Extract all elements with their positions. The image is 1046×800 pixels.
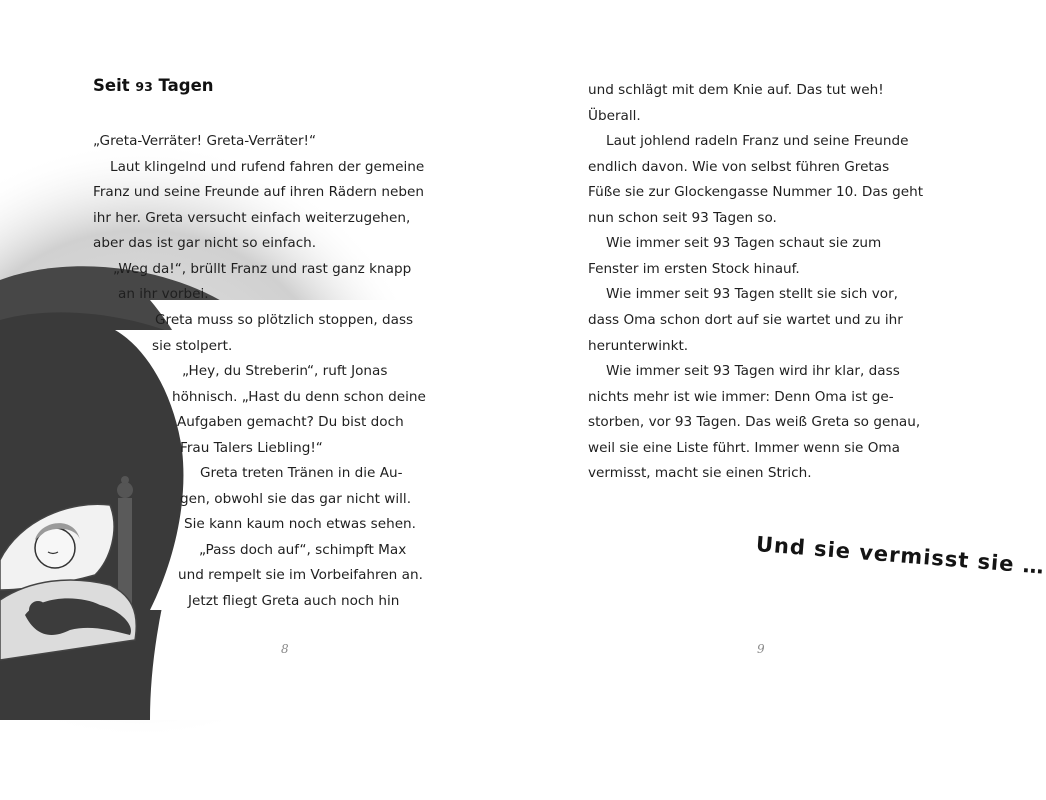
- text-line: Sie kann kaum noch etwas sehen.: [184, 516, 416, 532]
- text-line: sie stolpert.: [152, 338, 233, 354]
- chapter-heading-number: 93: [135, 79, 153, 94]
- text-line: dass Oma schon dort auf sie wartet und zu ihr: [588, 312, 903, 328]
- text-line: Überall.: [588, 108, 641, 124]
- text-line: Füße sie zur Glockengasse Nummer 10. Das geht: [588, 184, 924, 200]
- text-line: gen, obwohl sie das gar nicht will.: [180, 491, 412, 507]
- text-line: Jetzt fliegt Greta auch noch hin: [188, 593, 400, 609]
- text-line: Wie immer seit 93 Tagen stellt sie sich vor,: [606, 286, 899, 302]
- chapter-heading-tail: Tagen: [158, 76, 214, 95]
- text-line: „Greta-Verräter! Greta-Verräter!“: [93, 133, 317, 149]
- text-line: Wie immer seit 93 Tagen wird ihr klar, dass: [606, 363, 900, 379]
- text-line: an ihr vorbei.: [118, 286, 209, 302]
- text-line: Wie immer seit 93 Tagen schaut sie zum: [606, 235, 882, 251]
- text-line: Greta muss so plötzlich stoppen, dass: [155, 312, 414, 328]
- text-line: aber das ist gar nicht so einfach.: [93, 235, 317, 251]
- chapter-heading: [93, 76, 214, 95]
- text-line: endlich davon. Wie von selbst führen Gretas: [588, 159, 890, 175]
- page-number-right: 9: [757, 642, 765, 656]
- text-line: Aufgaben gemacht? Du bist doch: [177, 414, 404, 430]
- text-line: Greta treten Tränen in die Au-: [200, 465, 403, 481]
- text-line: herunterwinkt.: [588, 338, 689, 354]
- text-line: nun schon seit 93 Tagen so.: [588, 210, 777, 226]
- text-line: Laut johlend radeln Franz und seine Freunde: [606, 133, 909, 149]
- chapter-heading-word: Seit: [93, 76, 130, 95]
- text-line: Franz und seine Freunde auf ihren Rädern neben: [93, 184, 424, 200]
- text-line: höhnisch. „Hast du denn schon deine: [172, 389, 426, 405]
- text-line: „Pass doch auf“, schimpft Max: [199, 542, 407, 558]
- text-line: Laut klingelnd und rufend fahren der gemeine: [110, 159, 425, 175]
- text-line: vermisst, macht sie einen Strich.: [588, 465, 812, 481]
- text-line: ihr her. Greta versucht einfach weiterzugehen,: [93, 210, 411, 226]
- handwritten-caption: Und sie vermisst sie …: [755, 532, 1046, 579]
- sleeping-girl-illustration: [0, 0, 460, 720]
- text-line: und schlägt mit dem Knie auf. Das tut weh!: [588, 82, 884, 98]
- text-line: weil sie eine Liste führt. Immer wenn sie Oma: [588, 440, 900, 456]
- text-line: storben, vor 93 Tagen. Das weiß Greta so genau,: [588, 414, 921, 430]
- text-line: „Hey, du Streberin“, ruft Jonas: [182, 363, 388, 379]
- text-line: „Weg da!“, brüllt Franz und rast ganz knapp: [113, 261, 412, 277]
- text-line: nichts mehr ist wie immer: Denn Oma ist ge-: [588, 389, 894, 405]
- text-line: Frau Talers Liebling!“: [180, 440, 323, 456]
- page-number-left: 8: [281, 642, 289, 656]
- text-line: Fenster im ersten Stock hinauf.: [588, 261, 800, 277]
- text-line: und rempelt sie im Vorbeifahren an.: [178, 567, 423, 583]
